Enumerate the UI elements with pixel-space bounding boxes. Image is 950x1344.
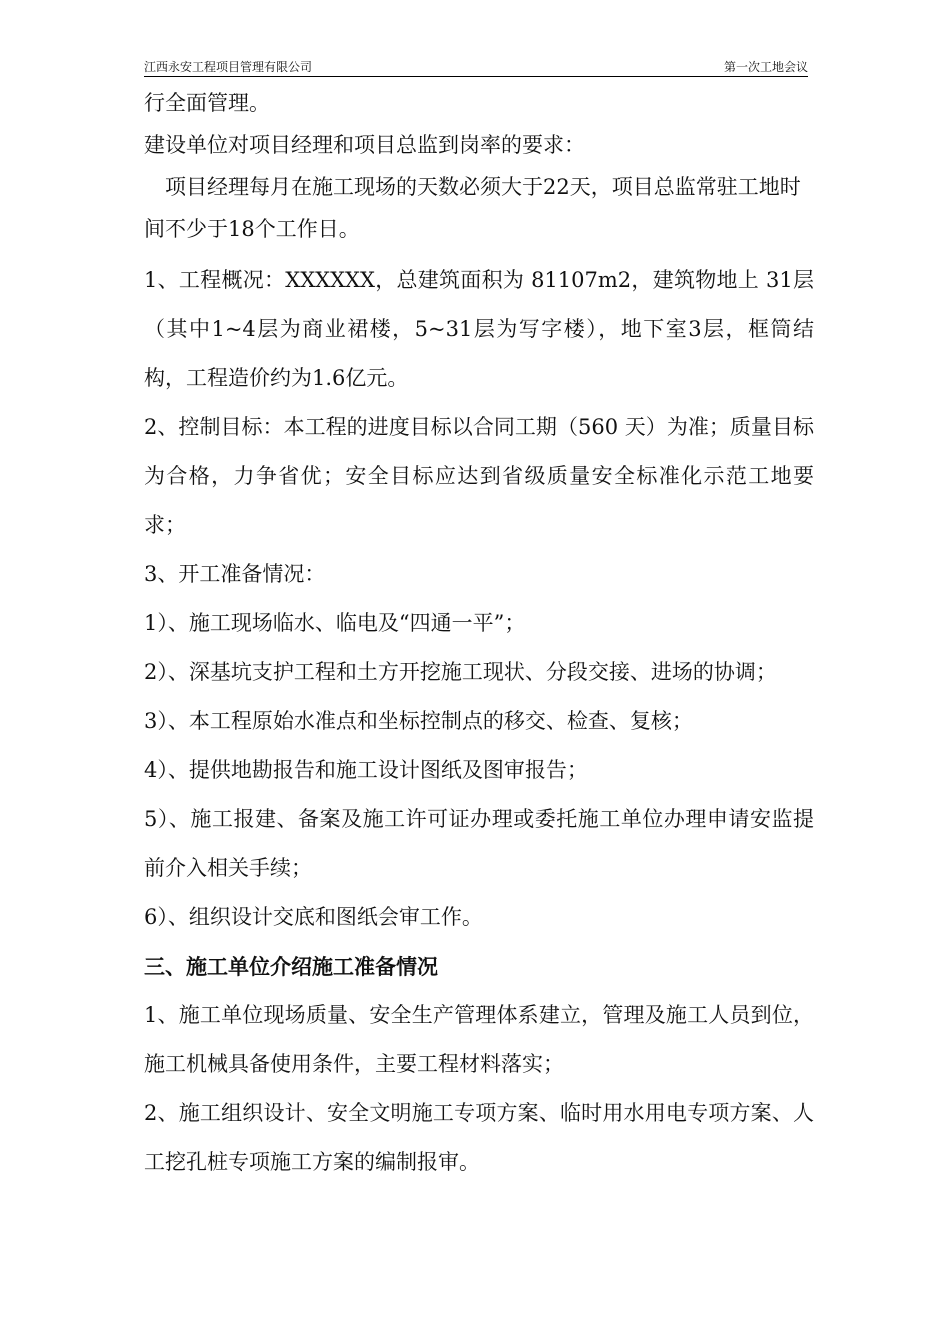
page-header [144,58,808,77]
paragraph-control-targets: 2、控制目标：本工程的进度目标以合同工期（560 天）为准；质量目标为合格，力争省优；安全目标应达到省级质量安全标准化示范工地要求； [144,415,814,537]
list-item-design-review: 6）、组织设计交底和图纸会审工作。 [144,905,483,929]
list-item-benchmark: 3）、本工程原始水准点和坐标控制点的移交、检查、复核； [144,709,693,733]
paragraph-contractor-system: 1、施工单位现场质量、安全生产管理体系建立，管理及施工人员到位，施工机械具备使用条件，主要工程材料落实； [144,1003,814,1076]
paragraph-project-overview: 1、工程概况：XXXXXX，总建筑面积为 81107m2，建筑物地上 31层（其中1~4层为商业裙楼，5~31层为写字楼），地下室3层，框筒结构，工程造价约为1.6亿元。 [144,268,814,390]
list-item-foundation-pit: 2）、深基坑支护工程和土方开挖施工现状、分段交接、进场的协调； [144,660,777,684]
paragraph-requirement-body: 项目经理每月在施工现场的天数必须大于22天，项目总监常驻工地时间不少于18个工作日。 [144,175,801,241]
header-company: 江西永安工程项目管理有限公司 [144,60,313,74]
paragraph-requirement-title: 建设单位对项目经理和项目总监到岗率的要求： [144,133,585,157]
document-body [144,82,814,1187]
paragraph-continuation: 行全面管理。 [144,91,270,115]
list-item-survey-report: 4）、提供地勘报告和施工设计图纸及图审报告； [144,758,588,782]
header-doc-title: 第一次工地会议 [723,60,808,74]
list-item-permits: 5）、施工报建、备案及施工许可证办理或委托施工单位办理申请安监提前介入相关手续； [144,807,814,880]
paragraph-contractor-plans: 2、施工组织设计、安全文明施工专项方案、临时用水用电专项方案、人工挖孔桩专项施工方案的编制报审。 [144,1101,814,1174]
paragraph-preparation-title: 3、开工准备情况： [144,562,326,586]
section-heading-3: 三、施工单位介绍施工准备情况 [144,954,438,979]
list-item-water-power: 1）、施工现场临水、临电及“四通一平”； [144,611,526,635]
